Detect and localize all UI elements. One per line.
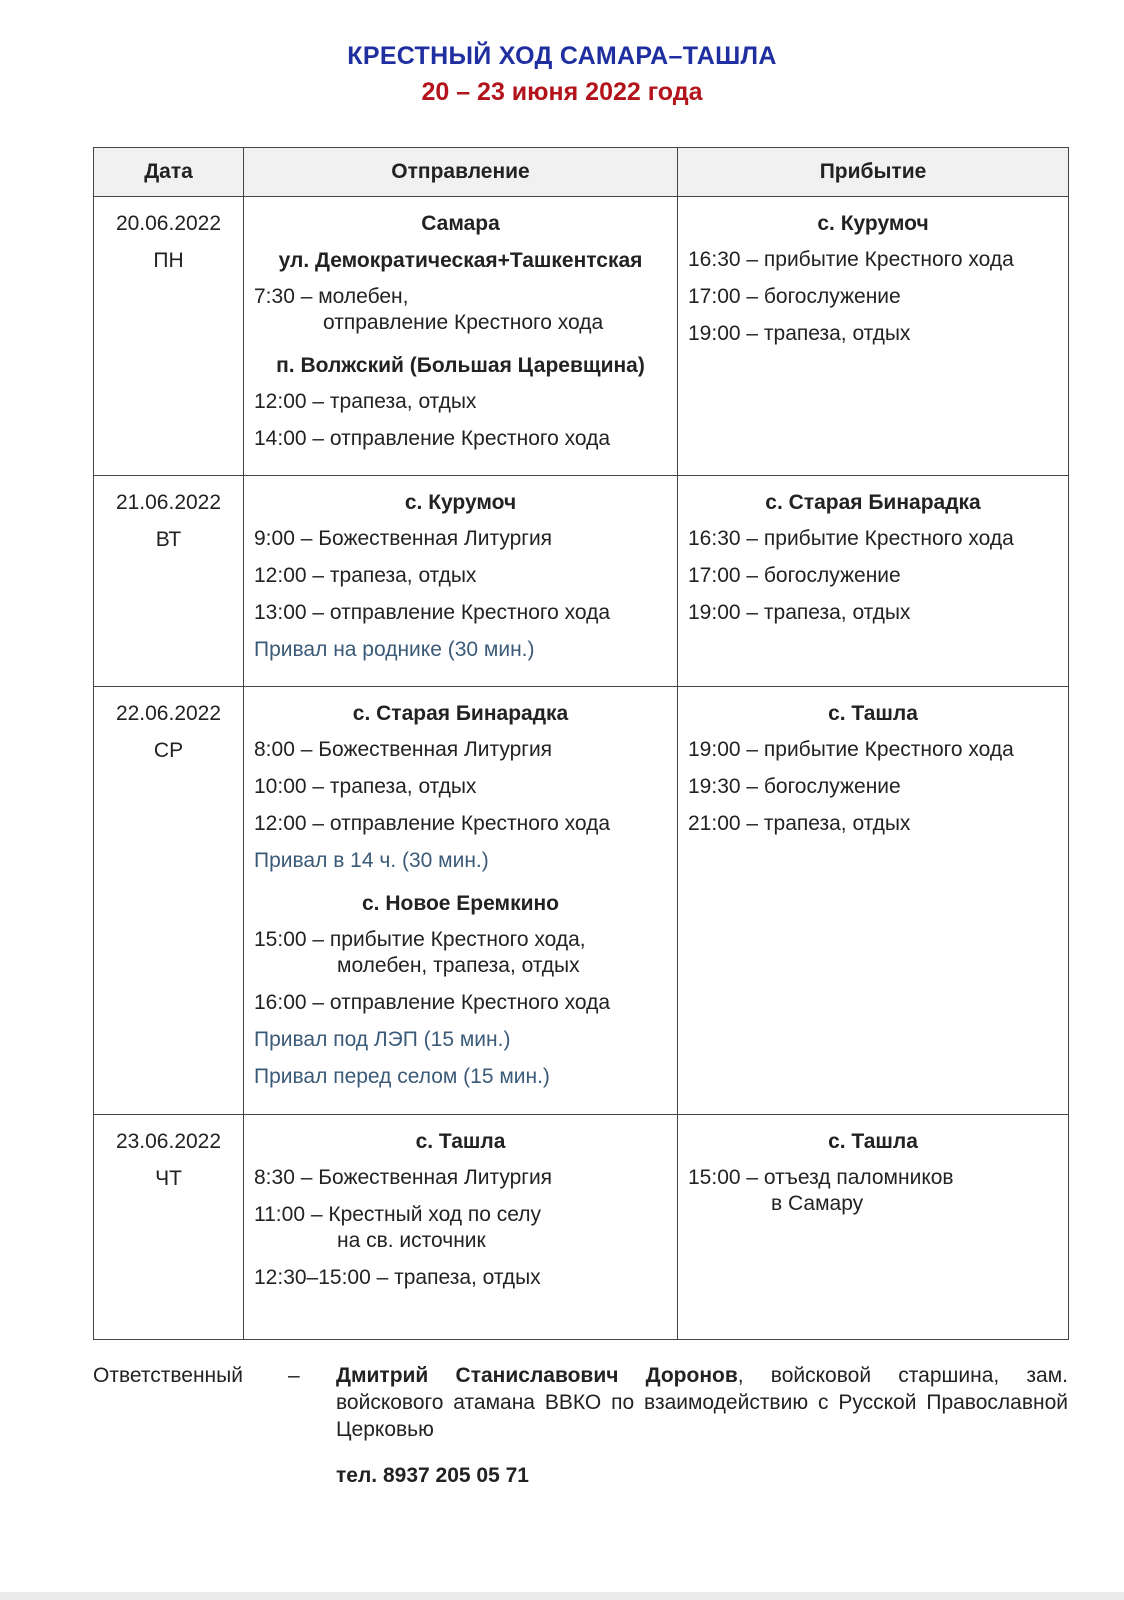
departure-cell — [244, 476, 678, 687]
departure-address: ул. Демократическая+Ташкентская — [278, 249, 643, 272]
departure-place: с. Ташла — [415, 1130, 506, 1153]
date-cell — [94, 1115, 244, 1340]
arrival-place: с. Ташла — [828, 702, 918, 725]
event: 10:00 – трапеза, отдых — [254, 775, 477, 798]
date: 23.06.2022 — [115, 1130, 222, 1153]
departure-place: с. Старая Бинарадка — [352, 702, 569, 725]
arrival-cell — [678, 476, 1069, 687]
event-text-continued: отправление Крестного хода — [323, 311, 604, 334]
event-text-continued: в Самару — [771, 1192, 864, 1215]
event-text: 15:00 – отъезд паломников — [688, 1166, 954, 1189]
arrival-place: с. Старая Бинарадка — [765, 491, 981, 514]
departure-place: с. Курумоч — [404, 491, 517, 514]
header-arrival: Прибытие — [678, 148, 1069, 197]
arrival-cell — [678, 687, 1069, 1115]
event: 12:00 – трапеза, отдых — [254, 564, 477, 587]
departure-cell — [244, 687, 678, 1115]
event: 16:30 – прибытие Крестного хода — [688, 248, 1014, 271]
header-date: Дата — [94, 148, 244, 197]
date-cell — [94, 197, 244, 476]
event: 19:30 – богослужение — [688, 775, 901, 798]
event: 9:00 – Божественная Литургия — [254, 527, 553, 550]
document-title: КРЕСТНЫЙ ХОД САМАРА–ТАШЛА — [347, 42, 777, 70]
departure-cell — [244, 197, 678, 476]
table-header-row — [94, 148, 1069, 197]
document-subtitle: 20 – 23 июня 2022 года — [421, 78, 703, 106]
event: 12:00 – отправление Крестного хода — [254, 812, 611, 835]
departure-cell — [244, 1115, 678, 1340]
weekday: СР — [153, 739, 184, 762]
event — [254, 284, 667, 336]
rest-stop: Привал перед селом (15 мин.) — [254, 1065, 550, 1088]
responsible-details — [336, 1362, 1068, 1443]
event — [688, 1165, 1058, 1217]
event — [254, 1202, 667, 1254]
date: 22.06.2022 — [115, 702, 222, 725]
event-text: 11:00 – Крестный ход по селу — [254, 1203, 541, 1226]
event: 19:00 – прибытие Крестного хода — [688, 738, 1014, 761]
departure-place: с. Новое Еремкино — [361, 892, 560, 915]
rest-stop: Привал в 14 ч. (30 мин.) — [254, 849, 489, 872]
responsible-position: , войсковой старшина, зам. войскового атамана ВВКО по взаимодействию с Русской Православной Церковью — [336, 1364, 1068, 1441]
event: 17:00 – богослужение — [688, 285, 901, 308]
table-row — [94, 197, 1069, 476]
date-cell — [94, 476, 244, 687]
event-text-continued: молебен, трапеза, отдых — [337, 954, 580, 977]
event-text: 15:00 – прибытие Крестного хода, — [254, 928, 586, 951]
date-cell — [94, 687, 244, 1115]
schedule-table — [93, 147, 1069, 1340]
responsible-dash: – — [288, 1364, 300, 1387]
table-row — [94, 1115, 1069, 1340]
event: 12:00 – трапеза, отдых — [254, 390, 477, 413]
event: 17:00 – богослужение — [688, 564, 901, 587]
responsible-name: Дмитрий Станиславович Доронов — [336, 1364, 738, 1387]
rest-stop: Привал под ЛЭП (15 мин.) — [254, 1028, 511, 1051]
event-text-continued: на св. источник — [337, 1229, 486, 1252]
event: 12:30–15:00 – трапеза, отдых — [254, 1266, 541, 1289]
event-text: 7:30 – молебен, — [254, 285, 409, 308]
arrival-place: с. Курумоч — [817, 212, 929, 235]
table-row — [94, 687, 1069, 1115]
event — [254, 927, 667, 979]
header-departure: Отправление — [244, 148, 678, 197]
page-bottom-edge — [0, 1592, 1124, 1600]
event: 19:00 – трапеза, отдых — [688, 322, 911, 345]
event: 13:00 – отправление Крестного хода — [254, 601, 611, 624]
weekday: ПН — [153, 249, 184, 272]
event: 8:30 – Божественная Литургия — [254, 1166, 553, 1189]
date: 20.06.2022 — [115, 212, 222, 235]
departure-place: Самара — [421, 212, 500, 235]
event: 14:00 – отправление Крестного хода — [254, 427, 611, 450]
event: 19:00 – трапеза, отдых — [688, 601, 911, 624]
date: 21.06.2022 — [115, 491, 222, 514]
weekday: ВТ — [155, 528, 182, 551]
event: 21:00 – трапеза, отдых — [688, 812, 911, 835]
table-row — [94, 476, 1069, 687]
arrival-cell — [678, 1115, 1069, 1340]
event: 16:30 – прибытие Крестного хода — [688, 527, 1014, 550]
rest-stop: Привал на роднике (30 мин.) — [254, 638, 535, 661]
phone-number: тел. 8937 205 05 71 — [336, 1464, 529, 1487]
arrival-place: с. Ташла — [828, 1130, 918, 1153]
arrival-cell — [678, 197, 1069, 476]
departure-place: п. Волжский (Большая Царевщина) — [276, 354, 645, 377]
responsible-label: Ответственный — [93, 1364, 243, 1387]
event: 8:00 – Божественная Литургия — [254, 738, 553, 761]
weekday: ЧТ — [155, 1167, 182, 1190]
event: 16:00 – отправление Крестного хода — [254, 991, 611, 1014]
